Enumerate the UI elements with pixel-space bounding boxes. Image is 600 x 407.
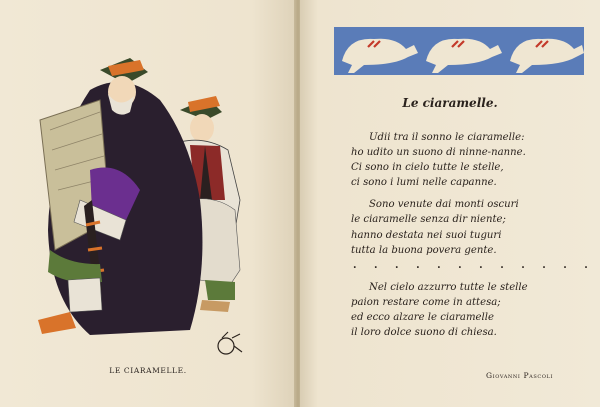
poem-line: ed ecco alzare le ciaramelle: [351, 312, 494, 324]
two-shepherds-bagpipers-illustration: [30, 50, 260, 350]
artist-monogram-signature: [214, 330, 244, 360]
sheep-frieze-banner: [334, 27, 584, 75]
bagpiper-figure: [38, 58, 202, 335]
poem-ellipsis: . . . . . . . . . . . .: [353, 259, 595, 271]
illustration-caption: LE CIARAMELLE.: [109, 366, 187, 375]
poem-line: il loro dolce suono di chiesa.: [351, 327, 497, 339]
poem-body: [351, 130, 595, 340]
poem-line: hanno destata nei suoi tuguri: [351, 229, 502, 241]
poem-line: Nel cielo azzurro tutte le stelle: [369, 281, 528, 293]
left-page: [0, 0, 296, 407]
poem-line: ho udito un suono di ninne-nanne.: [351, 147, 526, 159]
poem-title: Le ciaramelle.: [402, 96, 498, 110]
poem-line: Sono venute dai monti oscuri: [369, 199, 519, 211]
poem-line: tutta la buona povera gente.: [351, 244, 497, 256]
poem-line: paion restare come in attesa;: [351, 296, 501, 308]
poem-line: le ciaramelle senza dir niente;: [351, 214, 506, 226]
poem-line: ci sono i lumi nelle capanne.: [351, 177, 497, 189]
poem-line: Udii tra il sonno le ciaramelle:: [369, 132, 525, 143]
poem-line: Ci sono in cielo tutte le stelle,: [351, 162, 504, 174]
poem-author: Giovanni Pascoli: [486, 371, 554, 380]
